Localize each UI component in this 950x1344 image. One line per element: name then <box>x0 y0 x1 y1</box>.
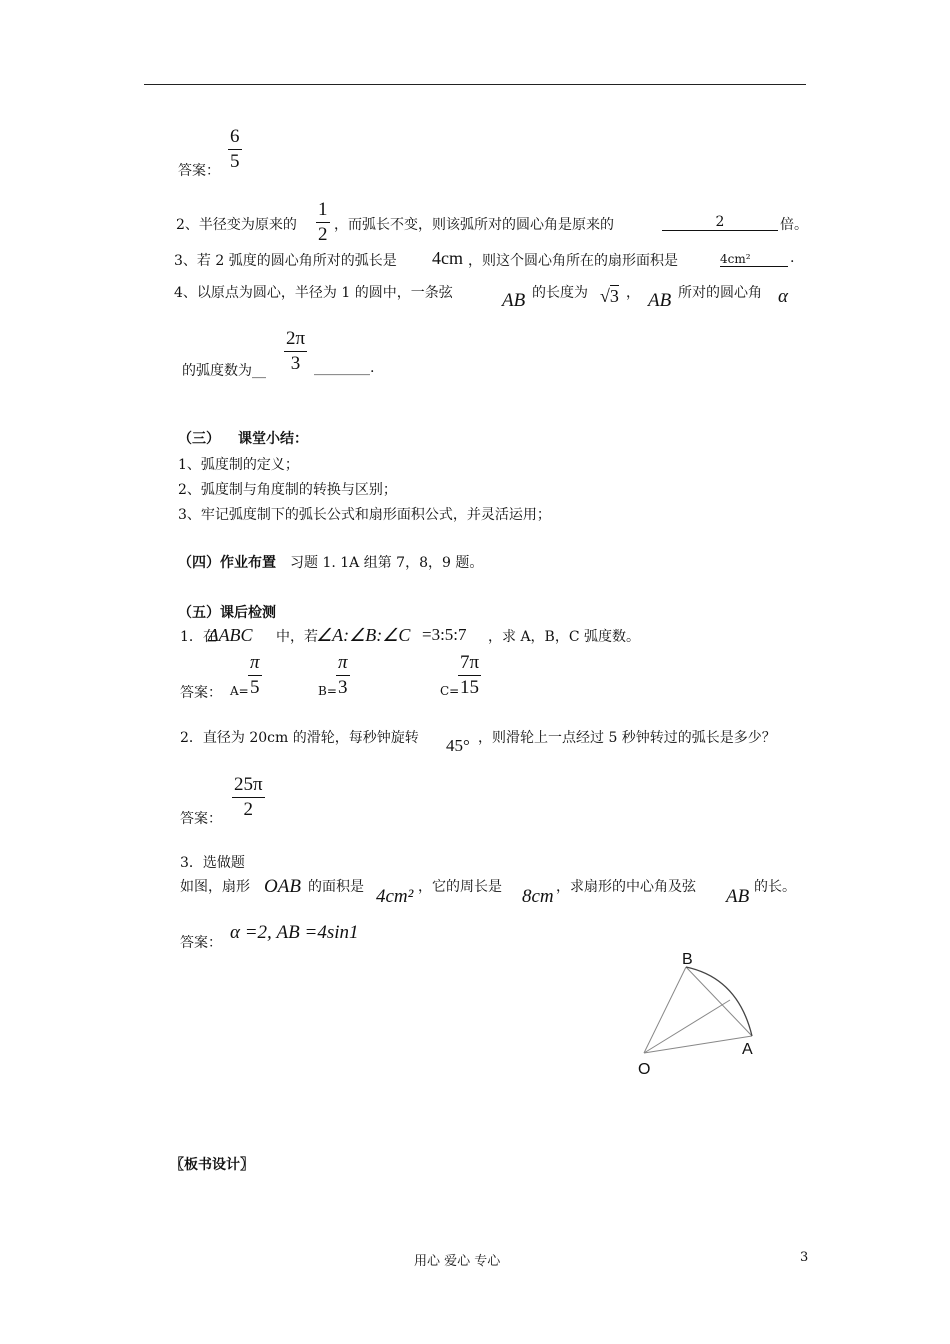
sector-figure <box>620 940 780 1080</box>
p1-b-fraction <box>336 652 350 699</box>
q4-frac-den: 3 <box>290 353 301 374</box>
fraction-bar <box>458 675 481 676</box>
section5-heading: （五）课后检测 <box>178 605 276 621</box>
p3-area: 4cm² <box>376 886 414 907</box>
q2-middle: ，而弧长不变，则该弧所对的圆心角是原来的 <box>334 217 614 233</box>
q2-fraction <box>316 199 330 246</box>
q1-answer-num: 6 <box>230 126 240 147</box>
section4-text: 习题 1. 1A 组第 7，8，9 题。 <box>290 555 484 571</box>
p1-a-num: π <box>250 652 260 673</box>
summary-item: 2、弧度制与角度制的转换与区别； <box>178 482 397 498</box>
p2-suffix: ，则滑轮上一点经过 5 秒钟转过的弧长是多少？ <box>478 730 776 746</box>
p2-answer-den: 2 <box>243 799 254 820</box>
q4-line2: 的弧度数为__ <box>182 363 266 379</box>
answer-label: 答案： <box>178 163 220 179</box>
q1-answer-fraction <box>228 126 242 173</box>
label-b: B <box>682 951 693 968</box>
p2-answer-num: 25π <box>234 774 263 795</box>
p3-suffix: 的长。 <box>754 879 796 895</box>
q2-suffix: 倍。 <box>780 217 808 233</box>
answer-label: 答案： <box>180 685 222 701</box>
p1-eq: =3:5:7 <box>422 625 467 644</box>
section3-num: （三） <box>178 431 220 447</box>
q2-frac-num: 1 <box>318 199 328 220</box>
q3-blank: 4cm² <box>720 252 788 267</box>
q4-sqrt-value: 3 <box>609 286 619 306</box>
p1-triangle: ΔABC <box>208 625 253 645</box>
chord-ab <box>686 967 752 1036</box>
p3-perim: 8cm <box>522 886 554 907</box>
p3-title: 3．选做题 <box>180 855 245 871</box>
answer-label: 答案： <box>180 935 222 951</box>
p1-c-den: 15 <box>460 677 480 698</box>
page-number: 3 <box>800 1250 809 1265</box>
fraction-bar <box>316 222 330 223</box>
q4-comma: ， <box>626 285 640 301</box>
q2-prefix: 2、半径变为原来的 <box>176 217 297 233</box>
summary-item: 3、牢记弧度制下的弧长公式和扇形面积公式，并灵活运用； <box>178 507 551 523</box>
q4-prefix: 4、以原点为圆心，半径为 1 的圆中，一条弦 <box>174 285 453 301</box>
q1-answer-den: 5 <box>230 151 240 172</box>
section3-heading <box>178 428 308 448</box>
q2-frac-den: 2 <box>318 224 328 245</box>
q4-tail: ________. <box>314 360 375 376</box>
q2-blank: 2 <box>662 214 778 231</box>
p1-b-den: 3 <box>338 677 348 698</box>
fraction-bar <box>336 675 350 676</box>
p1-b-num: π <box>338 652 348 673</box>
p3-answer: α =2, AB =4sin1 <box>230 922 359 943</box>
answer-label: 答案： <box>180 811 222 827</box>
label-a: A <box>742 1041 753 1058</box>
q3-arc <box>432 248 463 269</box>
q3-arc-value: 4cm <box>432 248 463 268</box>
p1-prefix: 1．在 <box>180 629 217 645</box>
board-design-heading: 〖板书设计〗 <box>170 1157 254 1173</box>
radius-oa <box>644 1036 752 1053</box>
p1-ratio: ∠A:∠B:∠C <box>316 625 411 645</box>
q3-prefix: 3、若 2 弧度的圆心角所对的弧长是 <box>174 253 397 269</box>
q3-suffix: . <box>790 250 795 266</box>
q4-frac-num: 2π <box>286 328 306 349</box>
q4-fraction <box>284 328 307 375</box>
fraction-bar <box>232 797 265 798</box>
p1-a-den: 5 <box>250 677 260 698</box>
p3-mid1: 的面积是 <box>308 879 364 895</box>
fraction-bar <box>228 149 242 150</box>
section4-heading: （四）作业布置 <box>178 555 276 571</box>
p1-c-fraction <box>458 652 481 699</box>
p1-a-fraction <box>248 652 262 699</box>
q4-alpha: α <box>778 286 788 307</box>
p2-angle: 45° <box>446 736 470 755</box>
p1-mid: 中，若 <box>276 629 318 645</box>
p1-a-label: A= <box>230 684 249 698</box>
p3-mid2: ，它的周长是 <box>418 879 502 895</box>
section4 <box>178 552 483 572</box>
q4-ab: AB <box>502 290 526 311</box>
p3-oab: OAB <box>264 876 301 897</box>
footer-slogan: 用心 爱心 专心 <box>414 1254 501 1269</box>
fraction-bar <box>284 351 307 352</box>
q4-middle2: 所对的圆心角 <box>678 285 762 301</box>
p1-c-label: C= <box>440 684 460 698</box>
p3-ab: AB <box>726 886 750 907</box>
q3-middle: ，则这个圆心角所在的扇形面积是 <box>468 253 678 269</box>
p2-text: 2．直径为 20cm 的滑轮，每秒钟旋转 <box>180 730 419 746</box>
q4-sqrt: √3 <box>600 286 619 306</box>
p3-mid3: ，求扇形的中心角及弦 <box>556 879 696 895</box>
summary-item: 1、弧度制的定义； <box>178 457 299 473</box>
section3-title: 课堂小结： <box>238 431 308 447</box>
label-o: O <box>638 1061 651 1078</box>
header-rule <box>144 84 806 85</box>
p2-answer-fraction <box>232 774 265 821</box>
fraction-bar <box>248 675 262 676</box>
p1-suffix: ，求 A，B，C 弧度数。 <box>488 629 641 645</box>
p1-b-label: B= <box>318 684 337 698</box>
q4-middle: 的长度为 <box>532 285 588 301</box>
p1-c-num: 7π <box>460 652 480 673</box>
p3-prefix: 如图，扇形 <box>180 879 250 895</box>
q4-ab2: AB <box>648 290 672 311</box>
